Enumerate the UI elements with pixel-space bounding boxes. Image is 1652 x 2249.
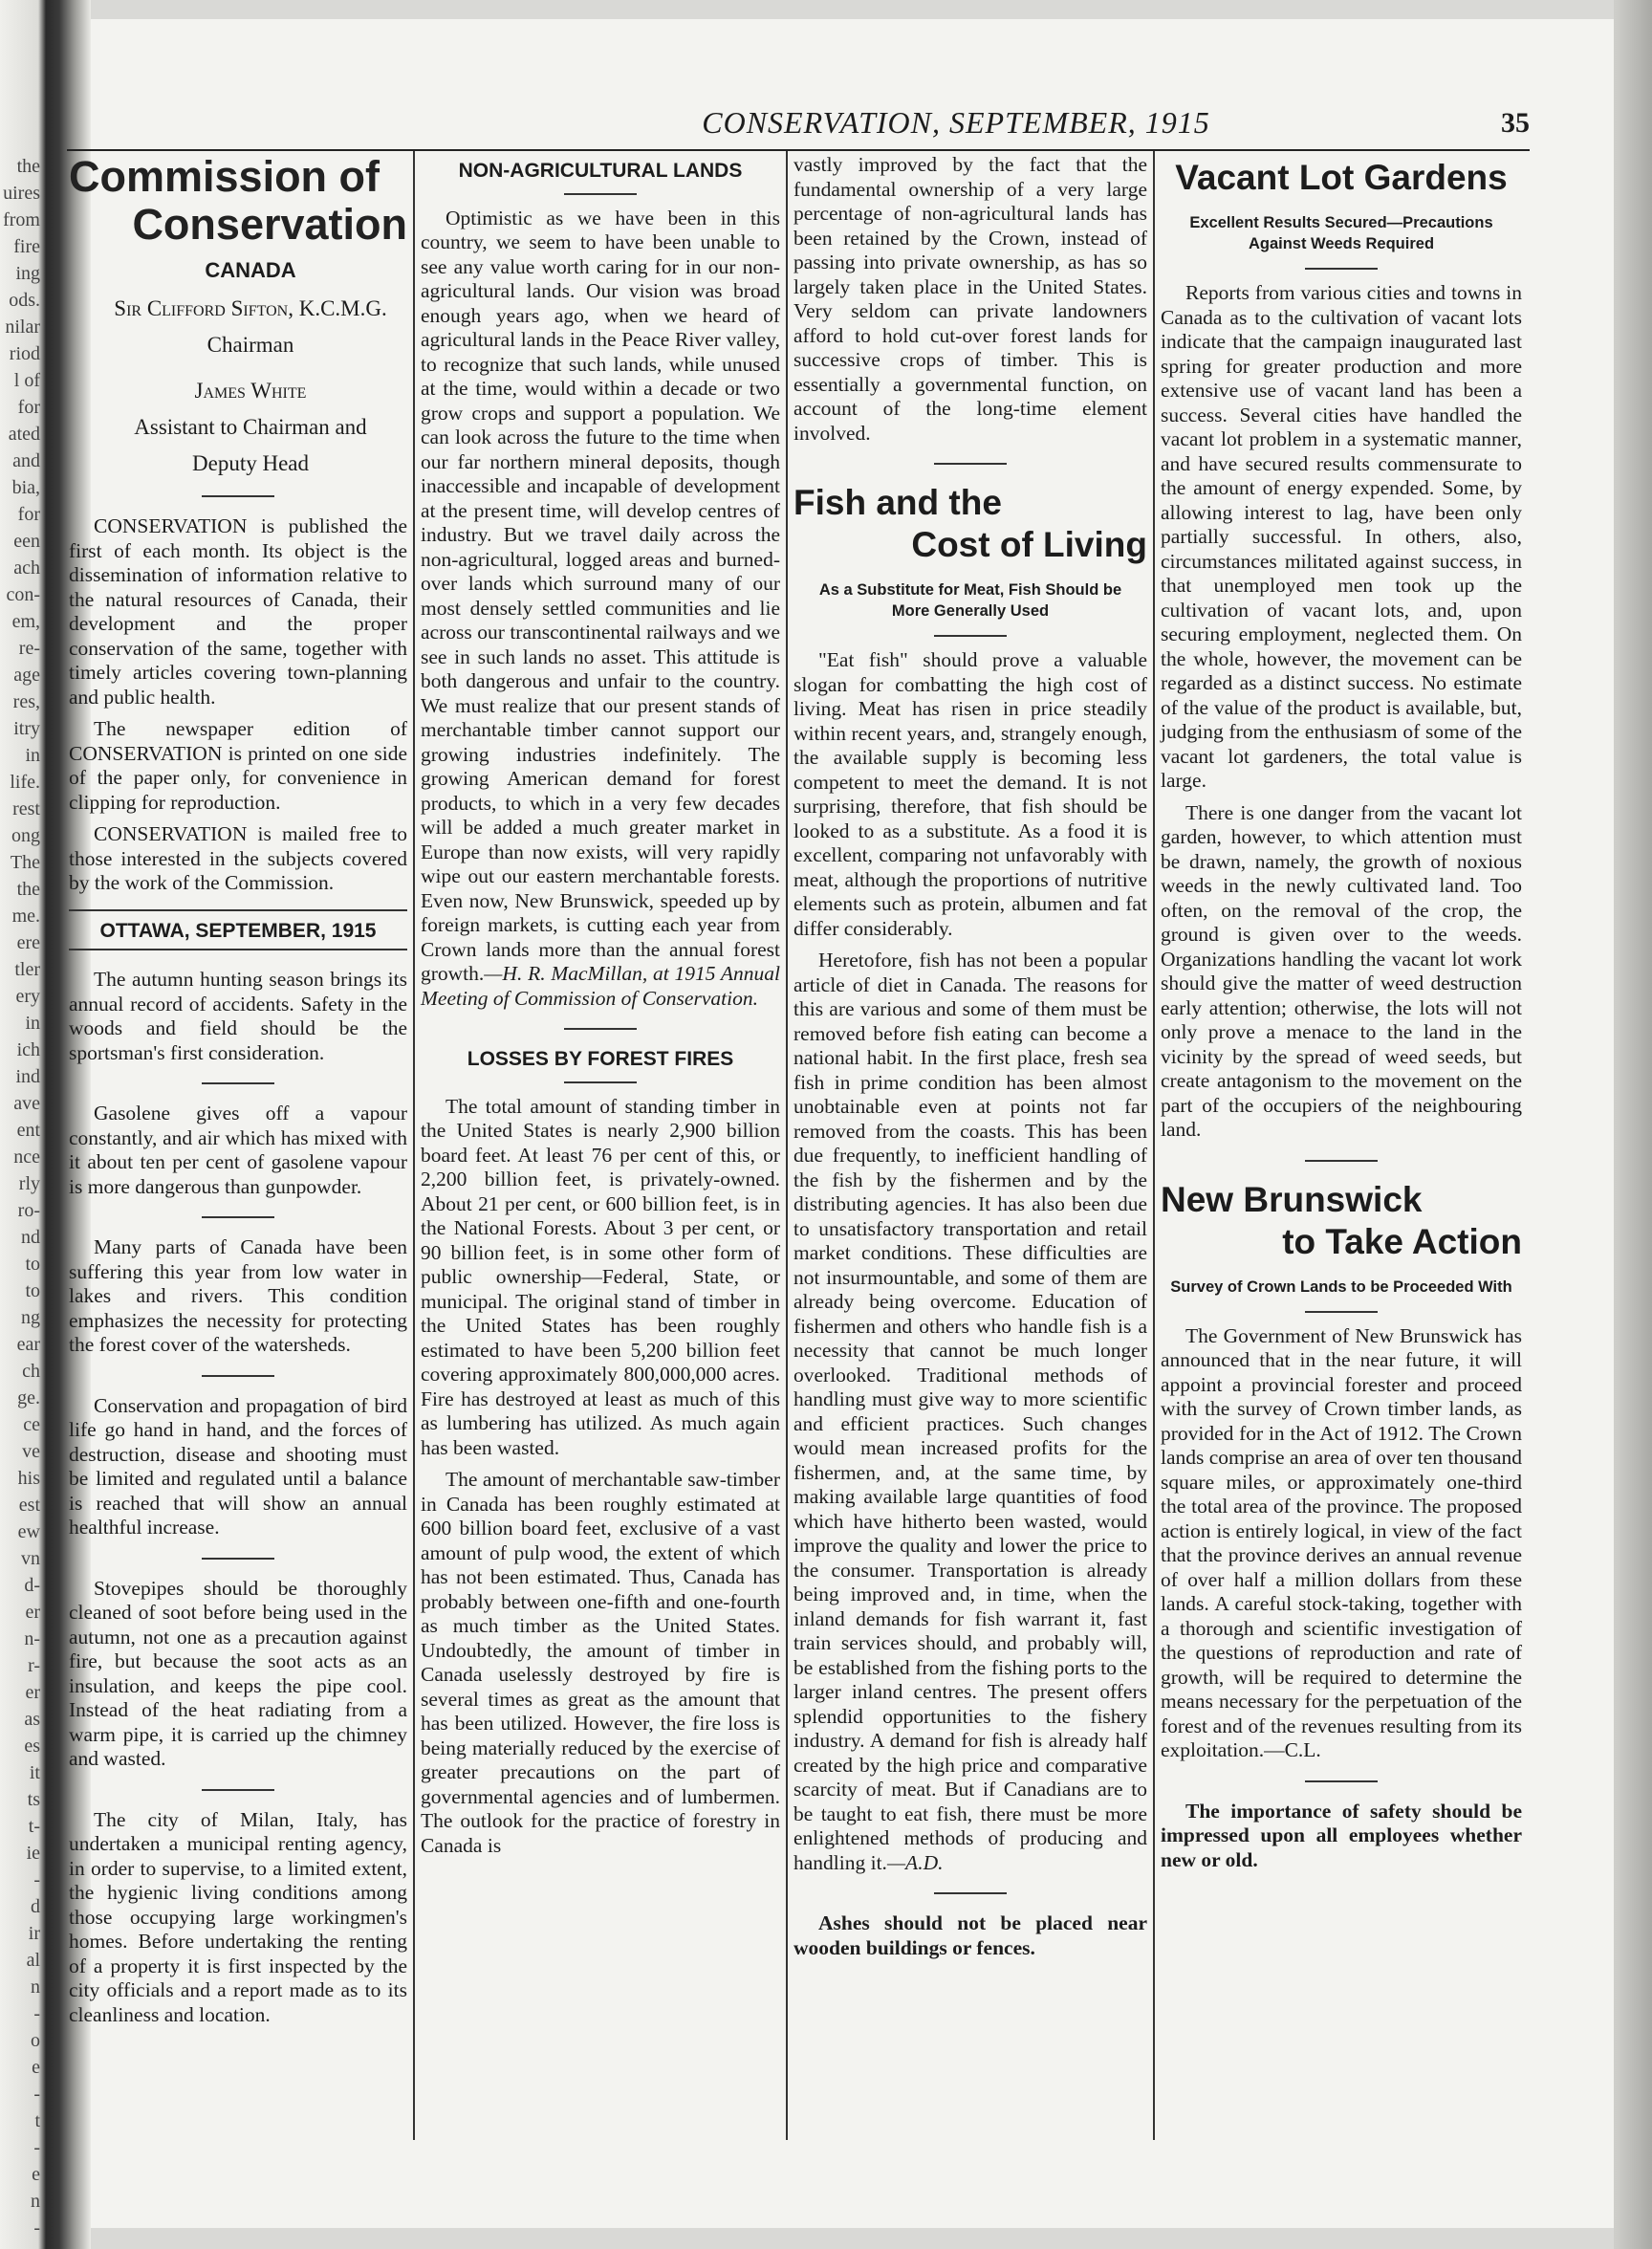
divider bbox=[564, 193, 637, 195]
facing-page-fragment: e bbox=[32, 2057, 40, 2078]
facing-page-fragment: een bbox=[13, 531, 40, 552]
editorial-note: Stovepipes should be thoroughly cleaned of soot before being used in the autumn, not one as a precaution against fire, but because the soot acts as an insulation, and keeps the pipe cool. Instead of the heat radiating from a warm pipe, it is carried up the chimney and wasted. bbox=[69, 1576, 407, 1770]
article-body bbox=[1161, 1324, 1522, 1763]
editorial-note: Many parts of Canada have been suffering this year from low water in lakes and rivers. This condition emphasizes the necessity for protecting the forest cover of the watersheds. bbox=[69, 1235, 407, 1356]
divider bbox=[1305, 1160, 1378, 1162]
article-subtitle: As a Substitute for Meat, Fish Should be More Generally Used bbox=[818, 581, 1122, 620]
divider bbox=[202, 495, 274, 497]
masthead-line-2: Conservation bbox=[132, 200, 407, 249]
facing-page-fragment: for bbox=[17, 504, 40, 525]
facing-page-fragment: vn bbox=[21, 1548, 40, 1569]
facing-page-fragment: er bbox=[25, 1602, 40, 1623]
facing-page-fragment: fire bbox=[13, 236, 40, 257]
facing-page-fragment: his bbox=[17, 1468, 40, 1489]
divider bbox=[934, 463, 1007, 465]
facing-page-fragment: ear bbox=[16, 1334, 40, 1355]
facing-page-fragment: ich bbox=[16, 1039, 40, 1060]
facing-page-fragment: as bbox=[24, 1709, 40, 1730]
publication-note: CONSERVATION is published the first of each month. Its object is the dissemination of information relative to the natural resources of Canada, their development and the proper conservation of the same, together with timely articles covering town-planning and public health. bbox=[69, 514, 407, 709]
editorial-note: Gasolene gives off a vapour constantly, and air which has mixed with it about ten per cent of gasolene vapour is more dangerous than gunpowder. bbox=[69, 1102, 407, 1198]
article-title bbox=[793, 482, 1147, 566]
facing-page-fragment: r- bbox=[28, 1655, 40, 1676]
facing-page-fragment: er bbox=[25, 1682, 40, 1703]
facing-page-fragment: re- bbox=[18, 638, 40, 659]
article-body: The total amount of standing timber in the United States is nearly 2,900 billion board feet. At least 76 per cent of this, or 2,200 billion feet, is privately-owned. About 21 per cent, or 600 billion feet, is in the National Forests. About 3 per cent, or 90 billion feet, is in some other form of public ownership—Federal, State, or municipal. The original stand of timber in the United States has been roughly estimated to have been 5,200 billion feet covering approximately 800,000,000 acres. Fire has destroyed at least as much of this as lumbering has utilized. As much again has been wasted. bbox=[421, 1094, 780, 1459]
article-body: There is one danger from the vacant lot garden, however, to which attention must be drawn, namely, the growth of noxious weeds in the newly cultivated land. Too often, on the removal of the crop, the ground is given over to the weeds. Organizations handling the vacant lot work should give the matter of weed destruction early attention; otherwise, the lots will not only prove a menace to the land in the vicinity by the spread of weed seeds, but create antagonism to the movement on the part of the occupiers of the neighbouring land. bbox=[1161, 800, 1522, 1141]
facing-page-fragment: d- bbox=[24, 1575, 40, 1596]
facing-page-fragment: ach bbox=[13, 557, 40, 579]
facing-page-fragment: - bbox=[33, 2217, 40, 2238]
masthead-country: CANADA bbox=[205, 258, 296, 282]
divider bbox=[934, 635, 1007, 637]
divider bbox=[69, 909, 407, 911]
facing-page-fragment: con- bbox=[6, 584, 40, 605]
facing-page-fragment: The bbox=[10, 852, 40, 873]
masthead-line-1: Commission of bbox=[69, 152, 380, 201]
article-signature: —H. R. MacMillan, at 1915 Annual Meeting of Commission of Conservation. bbox=[421, 962, 780, 1010]
facing-page-fragment: age bbox=[13, 665, 40, 686]
column-rule bbox=[786, 151, 788, 2140]
facing-page-fragment: it bbox=[29, 1762, 40, 1783]
chairman-name: Sir Clifford Sifton, K.C.M.G. bbox=[114, 296, 387, 320]
assistant-name: James White bbox=[194, 379, 307, 403]
facing-page-fragment: - bbox=[33, 2137, 40, 2158]
facing-page-fragment: - bbox=[33, 2084, 40, 2105]
facing-page-fragment: ated bbox=[8, 424, 40, 445]
article-text: Optimistic as we have been in this country, we seem to have been unable to see any value worth caring for in our non-agricultural lands. Our vision was broad enough years ago, when we heard of agricultural lands in the Peace River valley, to recognize that such lands, while unused at the time, would within a decade or two grow crops and support a population. We can look across the future to the time when our far northern mineral deposits, though inaccessible and incapable of development at the present time, will develop centres of industry. But we travel daily across the non-agricultural, logged areas and burned-over lands which surround many of our most densely settled communities and lie across our transcontinental railways and we see in such lands no asset. This attitude is both dangerous and unfair to the country. We must realize that our present stands of merchantable timber cannot support our growing industries indefinitely. The growing American demand for forest products, to which in a very few decades will be added a much greater market in Europe than now exists, will very rapidly wipe out our eastern merchantable forests. Even now, New Brunswick, speeded up by foreign markets, is cutting each year from Crown lands more than the annual forest growth. bbox=[421, 206, 780, 985]
facing-page-fragment: from bbox=[3, 209, 40, 230]
assistant-title-line-1: Assistant to Chairman and bbox=[134, 415, 367, 439]
facing-page-fragment: est bbox=[18, 1495, 40, 1516]
facing-page-fragment: t- bbox=[28, 1816, 40, 1837]
facing-page-fragment: bia, bbox=[11, 477, 40, 498]
facing-page-fragment: ind bbox=[15, 1066, 40, 1087]
divider bbox=[202, 1558, 274, 1560]
facing-page-fragment: nce bbox=[13, 1146, 40, 1168]
facing-page-fragment: to bbox=[25, 1254, 40, 1275]
article-continuation: vastly improved by the fact that the fundamental ownership of a very large percentage of non-agricultural lands has been retained by the Crown, instead of passing into private ownership, as has so largely taken place in the United States. Very seldom can private landowners afford to hold cut-over forest lands for successive crops of timber. This is essentially a governmental function, on account of the long-time element involved. bbox=[793, 153, 1147, 445]
article-body: Reports from various cities and towns in Canada as to the cultivation of vacant lots indicate that the campaign inaugurated last spring for greater production and more extensive use of vacant land has been a success. Several cities have handled the vacant lot problem in a systematic manner, and have secured results commensurate to the amount of energy expended. Some, by allowing interest to lag, have been only partially successful. In others, also, circumstances militated against success, in that unemployed men took up the cultivation of vacant lots, and, upon securing employment, neglected them. On the whole, however, the movement can be regarded as a distinct success. No estimate of the value of the product is available, but, judging from the enthusiasm of some of the vacant lot gardeners, the total value is large. bbox=[1161, 281, 1522, 792]
article-signature: —A.D. bbox=[886, 1850, 944, 1874]
column-2 bbox=[421, 153, 780, 2123]
facing-page-fragment: the bbox=[16, 879, 40, 900]
safety-note: The importance of safety should be impressed upon all employees whether new or old. bbox=[1161, 1799, 1522, 1871]
facing-page-fragment: n- bbox=[24, 1628, 40, 1649]
facing-page-fragment: ch bbox=[22, 1361, 40, 1382]
facing-page-fragment: - bbox=[33, 2003, 40, 2024]
divider bbox=[1305, 1311, 1378, 1313]
column-rule bbox=[413, 151, 415, 2140]
facing-page-fragment: ts bbox=[27, 1789, 40, 1810]
facing-page-fragment: o bbox=[31, 2030, 40, 2051]
assistant-title-line-2: Deputy Head bbox=[192, 451, 309, 475]
article-title-line-2: to Take Action bbox=[1282, 1221, 1522, 1261]
facing-page-fragment: ing bbox=[15, 263, 40, 284]
article-title-line-2: Cost of Living bbox=[911, 525, 1147, 564]
editorial-note: Conservation and propagation of bird life go hand in hand, and the forces of destruction, disease and shooting must be limited and regulated until a balance is reached that will show an annual healthful increase. bbox=[69, 1393, 407, 1539]
article-signature: —C.L. bbox=[1264, 1738, 1321, 1761]
facing-page-fragment: ong bbox=[11, 825, 40, 846]
facing-page-fragment: itry bbox=[13, 718, 40, 739]
publication-note: CONSERVATION is mailed free to those interested in the subjects covered by the work of the Commission. bbox=[69, 822, 407, 894]
facing-page-fragment: n bbox=[31, 2191, 40, 2212]
masthead-title bbox=[69, 153, 407, 249]
column-rule bbox=[1153, 151, 1155, 2140]
facing-page-fragment: nilar bbox=[5, 317, 40, 338]
article-title-line-1: New Brunswick bbox=[1161, 1179, 1423, 1219]
article-body: "Eat fish" should prove a valuable slogan for combatting the high cost of living. Meat has risen in price steadily within recent years, and, strangely enough, the available supply is becoming less competent to meet the demand. It is not surprising, therefore, that fish should be looked to as a substitute. As a food it is excellent, comparing not unfavorably with meat, although the proportions of nutritive elements such as protein, albumen and fat differ considerably. bbox=[793, 648, 1147, 940]
facing-page-fragment: ce bbox=[23, 1414, 40, 1435]
article-heading: LOSSES BY FOREST FIRES bbox=[467, 1048, 734, 1070]
facing-page-fragment: ir bbox=[28, 1923, 40, 1944]
facing-page-fragment: ent bbox=[16, 1120, 40, 1141]
facing-page-fragment: ve bbox=[22, 1441, 40, 1462]
article-body: The amount of merchantable saw-timber in Canada has been roughly estimated at 600 billion board feet, exclusive of a vast amount of pulp wood, the extent of which has not been estimated. Thus, Canada has probably between one-fifth and one-fourth as much timber as the United States. Undoubtedly, the amount of timber in Canada uselessly destroyed by fire is several times as great as the amount that has been utilized. However, the fire loss is being materially reduced by the exercise of greater precautions on the part of governmental agencies and of lumbermen. The outlook for the practice of forestry in Canada is bbox=[421, 1468, 780, 1857]
facing-page-fragment: res, bbox=[12, 691, 40, 712]
editorial-note: The city of Milan, Italy, has undertaken a municipal renting agency, in order to supervise, to a limited extent, the hygienic living conditions among those occupying large workingmen's homes. Before undertaking the renting of a property it is first inspected by the city officials and a report made as to its cleanliness and location. bbox=[69, 1807, 407, 2026]
divider bbox=[202, 1375, 274, 1377]
column-1 bbox=[69, 153, 407, 2123]
facing-page-fragment: ave bbox=[13, 1093, 40, 1114]
facing-page-fragment: and bbox=[12, 450, 40, 471]
facing-page-fragment: ro- bbox=[17, 1200, 40, 1221]
divider bbox=[1305, 268, 1378, 270]
facing-page-fragment: rest bbox=[12, 798, 40, 819]
facing-page-fragment: to bbox=[25, 1280, 40, 1301]
facing-page-fragment: nd bbox=[21, 1227, 40, 1248]
article-subtitle: Excellent Results Secured—Precautions Against Weeds Required bbox=[1189, 214, 1493, 252]
article-title: Vacant Lot Gardens bbox=[1175, 158, 1508, 197]
facing-page-fragment: ere bbox=[16, 932, 40, 953]
facing-page-fragment: for bbox=[17, 397, 40, 418]
facing-page-fragment: riod bbox=[9, 343, 40, 364]
facing-page-fragment: ods. bbox=[9, 290, 40, 311]
divider bbox=[564, 1028, 637, 1030]
facing-page-fragment: t bbox=[34, 2110, 40, 2131]
publication-note: The newspaper edition of CONSERVATION is printed on one side of the paper only, for convenience in clipping for reproduction. bbox=[69, 717, 407, 814]
facing-page-fragment: rly bbox=[18, 1173, 40, 1194]
facing-page-fragment: es bbox=[24, 1736, 40, 1757]
facing-page-fragment: ng bbox=[21, 1307, 40, 1328]
article-text: The Government of New Brunswick has announced that in the near future, it will appoint a provincial forester and proceed with the survey of Crown timber lands, as provided for in the Act of 1912. The Crown lands comprise an area of over ten thousand square miles, or approximately one-third the total area of the province. The proposed action is entirely logical, in view of the fact that the province derives an annual revenue of over half a million dollars from these lands. A careful stock-taking, together with a thorough and scientific investigation of the questions of reproduction and rate of growth, will be required to determine the means necessary for the perpetuation of the forest and of the revenues resulting from its exploitation. bbox=[1161, 1323, 1522, 1761]
column-3 bbox=[793, 153, 1147, 2123]
divider bbox=[202, 1216, 274, 1218]
facing-page-fragment: l of bbox=[13, 370, 40, 391]
facing-page-fragment: - bbox=[33, 1869, 40, 1890]
facing-page-fragment: ge. bbox=[17, 1387, 40, 1408]
running-head: CONSERVATION, SEPTEMBER, 1915 bbox=[702, 105, 1210, 140]
safety-note: Ashes should not be placed near wooden buildings or fences. bbox=[793, 1911, 1147, 1959]
facing-page-fragment: al bbox=[26, 1950, 40, 1971]
facing-page-fragment: tler bbox=[14, 959, 40, 980]
facing-page-fragment: d bbox=[31, 1896, 40, 1917]
divider bbox=[202, 1082, 274, 1084]
facing-page-fragment: ie bbox=[26, 1843, 40, 1864]
article-body bbox=[793, 949, 1147, 1875]
chairman-title: Chairman bbox=[206, 333, 294, 357]
editorial-note: The autumn hunting season brings its annual record of accidents. Safety in the woods and field should be the sportsman's first consideration. bbox=[69, 968, 407, 1064]
facing-page-fragment: in bbox=[25, 1013, 40, 1034]
header-rule bbox=[67, 149, 1530, 151]
article-title-line-1: Fish and the bbox=[793, 483, 1002, 522]
facing-page-fragment: the bbox=[16, 156, 40, 177]
page-edge bbox=[1614, 0, 1652, 2249]
article-heading: NON-AGRICULTURAL LANDS bbox=[458, 160, 743, 182]
divider bbox=[69, 949, 407, 950]
divider bbox=[564, 1081, 637, 1083]
article-subtitle: Survey of Crown Lands to be Proceeded With bbox=[1170, 1277, 1512, 1296]
divider bbox=[934, 1892, 1007, 1894]
facing-page-fragment: em, bbox=[11, 611, 40, 632]
facing-page-fragment: e bbox=[32, 2164, 40, 2185]
divider bbox=[1305, 1780, 1378, 1782]
article-body bbox=[421, 207, 780, 1012]
article-text: Heretofore, fish has not been a popular article of diet in Canada. The reasons for this are various and some of them must be removed before fish eating can become a national habit. In the first place, fresh sea fish in prime condition has been almost unobtainable even at points not far removed from the coasts. This has been due frequently, to inefficient handling of the fish by the fishermen and by the distributing agencies. It has also been due to unsatisfactory transportation and retail market conditions. These difficulties are not insurmountable, and some of them are already being overcome. Education of fishermen and others who handle fish is a necessity that cannot be much longer overlooked. Traditional methods of handling must give way to more scientific and efficient practices. Such changes would mean increased profits for the fishermen, and, at the same time, by making available large quantities of food which have hitherto been wasted, would improve the quality and lower the price to the consumer. Transportation is already being improved and, in time, when the inland demands for fish warrant it, fast train services should, and probably will, be established from the fishing ports to the larger inland centres. The present offers splendid opportunities to the fishery industry. A demand for fish is already half created by the high price and comparative scarcity of meat. But if Canadians are to be taught to eat fish, there must be more enlightened methods of producing and handling it. bbox=[793, 949, 1147, 1874]
facing-page-fragment: n bbox=[31, 1976, 40, 1998]
dateline: OTTAWA, SEPTEMBER, 1915 bbox=[99, 919, 377, 942]
facing-page-fragment: ery bbox=[15, 986, 40, 1007]
article-title bbox=[1161, 1179, 1522, 1263]
facing-page-fragment: life. bbox=[10, 772, 40, 793]
left-page-fragments bbox=[0, 153, 40, 2238]
divider bbox=[202, 1789, 274, 1791]
facing-page-fragment: in bbox=[25, 745, 40, 766]
facing-page-fragment: uires bbox=[3, 183, 40, 204]
column-4 bbox=[1161, 153, 1522, 2123]
facing-page-fragment: ew bbox=[17, 1521, 40, 1542]
page-number: 35 bbox=[1501, 107, 1530, 139]
facing-page-fragment: me. bbox=[11, 906, 40, 927]
